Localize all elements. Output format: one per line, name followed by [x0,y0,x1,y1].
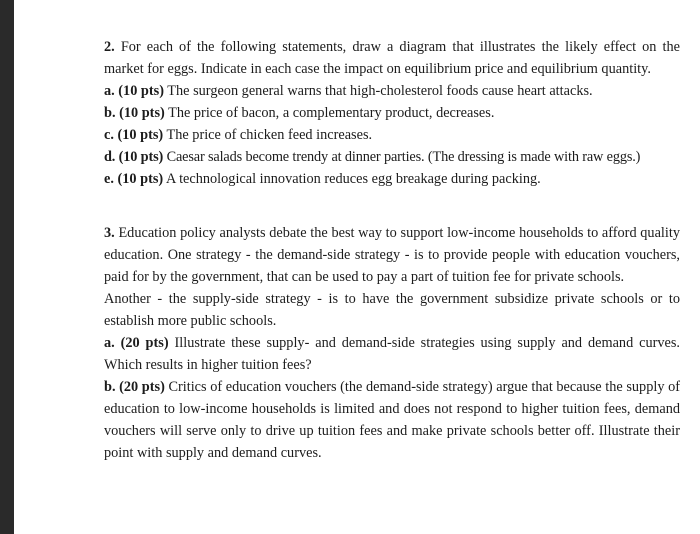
question-2-item-e: e. (10 pts) A technological innovation reduces egg breakage during packing. [104,171,541,187]
page-left-edge [0,0,14,534]
question-2-item-a: a. (10 pts) The surgeon general warns that high-cholesterol foods cause heart attacks. [104,83,593,99]
question-2-item-c: c. (10 pts) The price of chicken feed increases. [104,127,373,143]
question-2-number: 2. [104,39,115,55]
question-3-number: 3. [104,225,115,241]
question-3-intro [104,222,680,288]
question-2-item-d: d. (10 pts) Caesar salads become trendy at dinner parties. (The dressing is made with raw eggs.) [104,149,641,165]
question-3-paragraph-2: Another - the supply-side strategy - is to have the government subsidize private schools or to establish more public schools. [104,291,680,329]
question-2-intro [104,36,680,80]
question-2-item-b: b. (10 pts) The price of bacon, a complementary product, decreases. [104,105,495,121]
question-3-intro-text: Education policy analysts debate the best way to support low-income households to afford quality education. One strategy - the demand-side strategy - is to provide people with education vouchers, paid for by the government, that can be used to pay a part of tuition fee for private schools. [104,225,680,285]
question-3-item-a: a. (20 pts) Illustrate these supply- and demand-side strategies using supply and demand curves. Which results in higher tuition fees? [104,335,680,373]
question-2-intro-text: For each of the following statements, draw a diagram that illustrates the likely effect on the market for eggs. Indicate in each case the impact on equilibrium price and equilibrium quantity. [104,39,680,77]
question-2 [104,36,680,190]
question-3 [104,222,680,464]
question-3-item-b: b. (20 pts) Critics of education vouchers (the demand-side strategy) argue that because the supply of education to low-income households is limited and does not respond to higher tuition fees, demand vouchers will serve only to drive up tuition fees and make private schools better off. Illustrate their point with supply and demand curves. [104,379,680,461]
